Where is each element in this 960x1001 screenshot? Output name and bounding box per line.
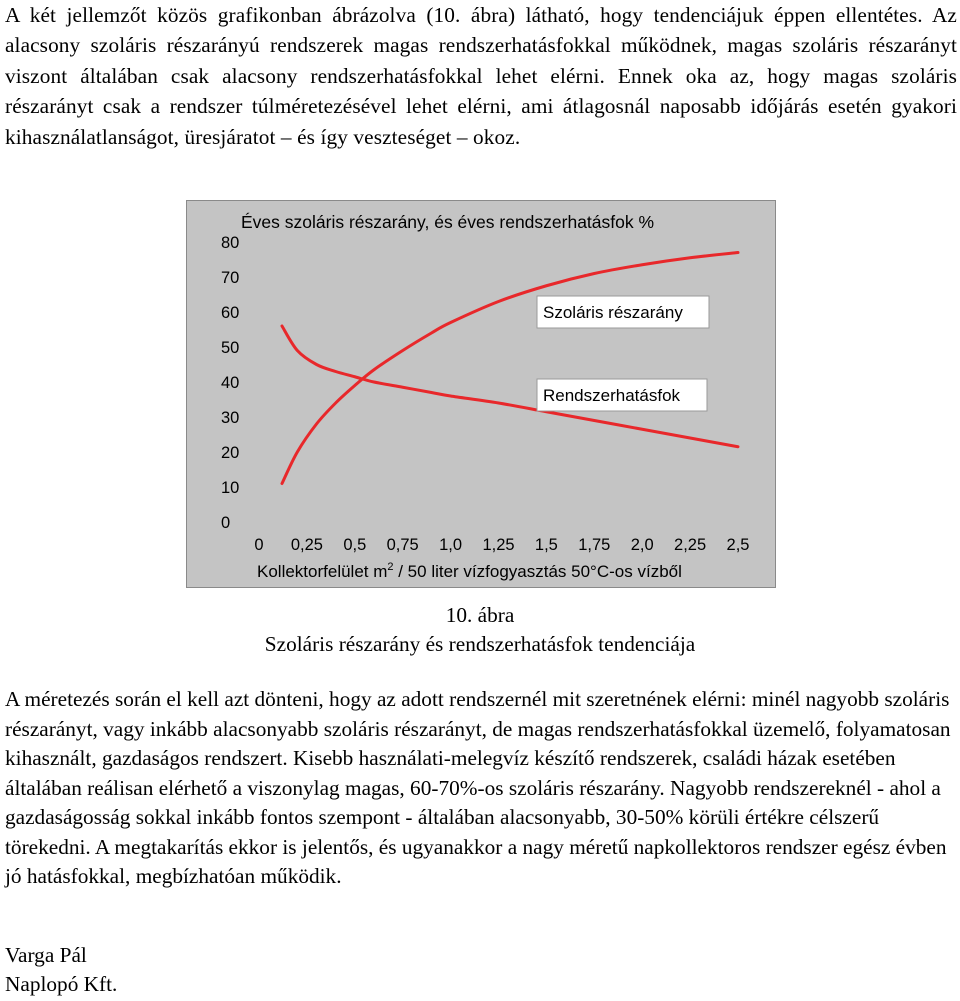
y-tick-label: 20 [221, 444, 240, 462]
x-axis-label: Kollektorfelület $m^2 / 50$ liter vízfogyasztás 50°C-os vízből [257, 561, 682, 581]
author-name: Varga Pál [5, 943, 87, 967]
y-tick-label: 60 [221, 304, 240, 322]
x-tick-label: 0 [254, 536, 264, 554]
legend-system-efficiency [537, 379, 707, 411]
body-paragraph: A méretezés során el kell azt dönteni, hogy az adott rendszernél mit szeretnének elérni: minél nagyobb szoláris részarányt, vagy inkább alacsonyabb szoláris részarányt, de magas rendszerhatásfokkal üzemelő, folyamatosan kihasznált, gazdaságos rendszert. Kisebb használati-melegvíz készítő rendszerek, családi házak esetében általában reálisan elérhető a viszonylag magas, 60-70%-os szoláris részarány. Nagyobb rendszereknél - ahol a gazdaságosság sokkal inkább fontos szempont - általában alacsonyabb, 30-50% körüli értékre célszerű törekedni. A megtakarítás ekkor is jelentős, és ugyanakkor a nagy méretű napkollektoros rendszer egész évben jó hatásfokkal, megbízhatóan működik. [5, 687, 951, 888]
x-tick-label: 0,25 [290, 536, 323, 554]
x-tick-label: 1,5 [534, 536, 558, 554]
x-tick-label: 2,25 [674, 536, 707, 554]
chart-figure [186, 200, 776, 588]
x-tick-label: 0,5 [343, 536, 367, 554]
y-tick-label: 80 [221, 234, 240, 252]
figure-number: 10. ábra [445, 603, 515, 627]
y-tick-label: 50 [221, 339, 240, 357]
y-tick-label: 70 [221, 269, 240, 287]
legend-label: Szoláris részarány [543, 303, 683, 322]
x-tick-label: 0,75 [386, 536, 419, 554]
company-name: Naplopó Kft. [5, 972, 118, 996]
y-tick-label: 40 [221, 374, 240, 392]
legend-label: Rendszerhatásfok [543, 386, 681, 405]
x-tick-label: 2,5 [726, 536, 750, 554]
y-tick-label: 30 [221, 409, 240, 427]
x-tick-label: 2,0 [630, 536, 654, 554]
x-tick-label: 1,0 [439, 536, 463, 554]
chart-svg [187, 201, 775, 587]
y-tick-label: 10 [221, 479, 240, 497]
chart-title: Éves szoláris részarány, és éves rendszerhatásfok % [241, 212, 655, 232]
legend-solar-fraction [537, 296, 709, 328]
figure-caption: Szoláris részarány és rendszerhatásfok tendenciája [264, 632, 696, 656]
intro-paragraph: A két jellemzőt közös grafikonban ábrázolva (10. ábra) látható, hogy tendenciájuk éppen ellentétes. Az alacsony szoláris részarányú rendszerek magas rendszerhatásfokkal működnek, magas szoláris részarányt viszont általában csak alacsony rendszerhatásfokkal lehet elérni. Ennek oka az, hogy magas szoláris részarányt csak a rendszer túlméretezésével lehet elérni, ami átlagosnál naposabb időjárás esetén gyakori kihasználatlanságot, üresjáratot – és így veszteséget – okoz. [5, 3, 957, 149]
x-tick-label: 1,25 [482, 536, 515, 554]
y-tick-label: 0 [221, 514, 231, 532]
solar-fraction-line [282, 253, 738, 484]
x-tick-label: 1,75 [578, 536, 611, 554]
